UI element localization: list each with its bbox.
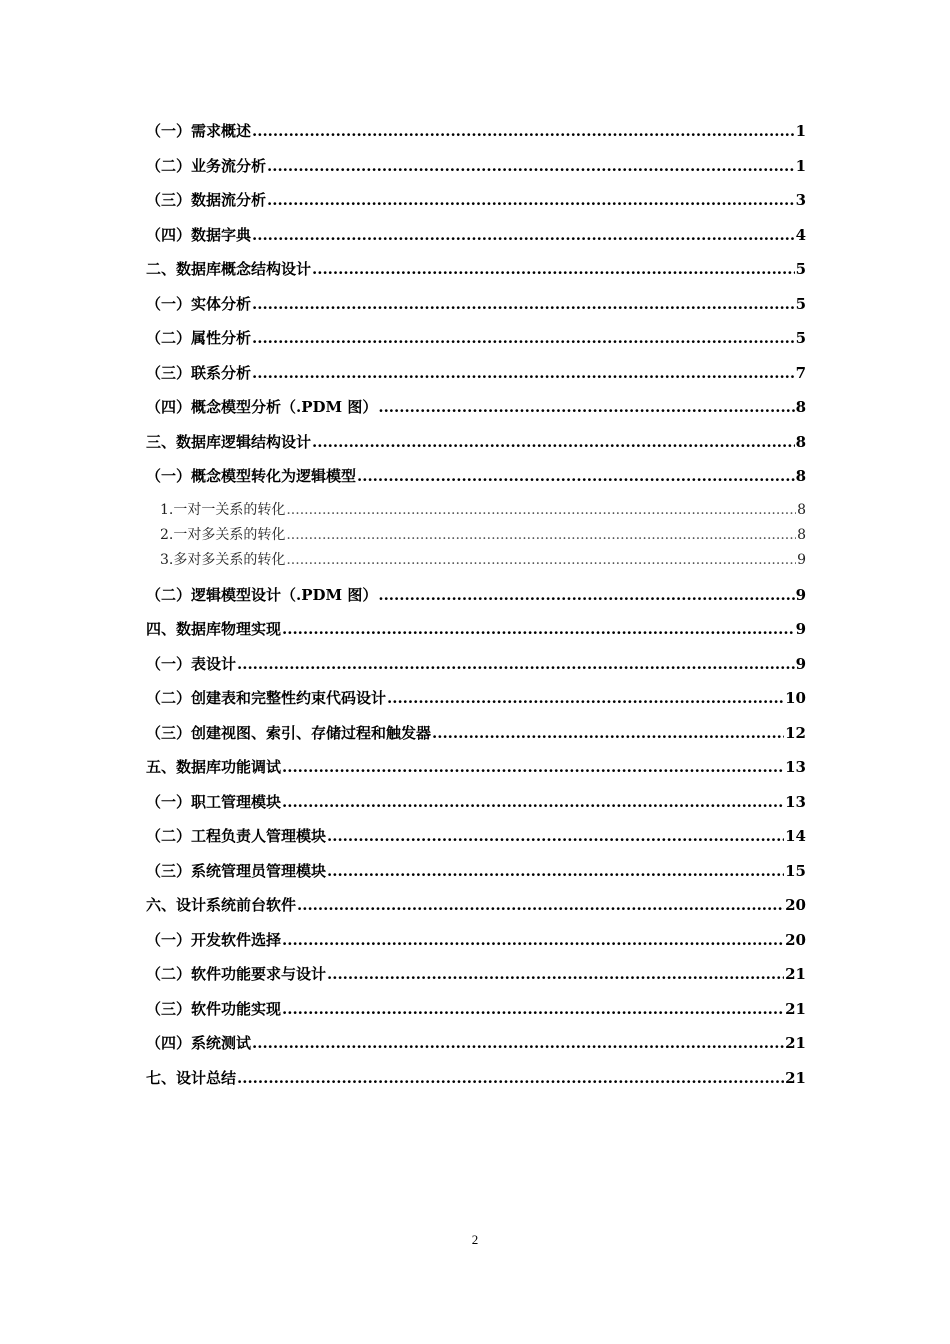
toc-entry-title: （二）软件功能要求与设计 (146, 965, 327, 983)
toc-dot-leader (312, 252, 795, 287)
toc-entry-title: 二、数据库概念结构设计 (146, 260, 312, 278)
toc-entry[interactable] (146, 149, 806, 184)
toc-entry-title: 3.多对多关系的转化 (160, 551, 286, 568)
toc-entry-title: 1.一对一关系的转化 (160, 501, 286, 518)
toc-subentry[interactable] (146, 523, 806, 548)
toc-entry-title: （一）需求概述 (146, 122, 252, 140)
toc-entry-title: （三）系统管理员管理模块 (146, 861, 327, 880)
toc-dot-leader (327, 957, 784, 992)
toc-dot-leader (252, 356, 795, 391)
toc-entry[interactable] (146, 681, 806, 716)
toc-entry[interactable] (146, 612, 806, 647)
toc-entry-page: 9 (797, 551, 806, 568)
toc-entry[interactable] (146, 888, 806, 923)
toc-entry-page: 8 (797, 526, 806, 543)
toc-dot-leader (286, 548, 796, 573)
page-number: 2 (471, 1232, 479, 1247)
toc-entry-title: （四）概念模型分析（.PDM 图） (146, 398, 378, 416)
toc-entry-title: 四、数据库物理实现 (146, 620, 282, 638)
toc-entry[interactable] (146, 647, 806, 682)
toc-entry-title: 2.一对多关系的转化 (160, 526, 286, 543)
toc-entry-title: （一）实体分析 (146, 294, 252, 313)
toc-entry-page: 7 (795, 363, 806, 382)
toc-entry-page: 8 (795, 398, 806, 416)
toc-entry-page: 21 (785, 1034, 806, 1052)
toc-entry-page: 4 (795, 225, 806, 244)
toc-entry[interactable] (146, 923, 806, 958)
toc-entry-page: 21 (785, 999, 806, 1018)
toc-entry-title: （二）属性分析 (146, 329, 252, 347)
toc-entry[interactable] (146, 287, 806, 322)
toc-entry-page: 9 (795, 620, 806, 638)
toc-entry-title: （一）开发软件选择 (146, 930, 282, 949)
toc-entry-page: 5 (795, 329, 806, 347)
toc-entry[interactable] (146, 854, 806, 889)
toc-entry-page: 5 (795, 294, 806, 313)
toc-dot-leader (252, 287, 795, 322)
toc-entry-title: （三）软件功能实现 (146, 999, 282, 1018)
toc-dot-leader (237, 1061, 784, 1096)
toc-subentry[interactable] (146, 498, 806, 523)
toc-dot-leader (312, 425, 795, 460)
toc-entry-title: （二）工程负责人管理模块 (146, 827, 327, 845)
toc-entry-page: 13 (785, 792, 806, 811)
toc-dot-leader (378, 578, 794, 613)
toc-entry[interactable] (146, 957, 806, 992)
toc-entry-page: 1 (795, 156, 806, 175)
toc-entry-title: （一）表设计 (146, 654, 237, 673)
toc-entry-page: 9 (795, 654, 806, 673)
toc-dot-leader (252, 218, 795, 253)
toc-entry[interactable] (146, 459, 806, 494)
toc-entry-title: 三、数据库逻辑结构设计 (146, 432, 312, 451)
toc-dot-leader (357, 459, 795, 494)
toc-dot-leader (282, 750, 784, 785)
toc-entry-title: （二）创建表和完整性约束代码设计 (146, 689, 387, 707)
toc-dot-leader (282, 923, 784, 958)
toc-entry-page: 9 (795, 585, 806, 604)
toc-entry[interactable] (146, 785, 806, 820)
toc-dot-leader (282, 612, 795, 647)
toc-dot-leader (378, 390, 794, 425)
toc-dot-leader (387, 681, 784, 716)
toc-entry[interactable] (146, 356, 806, 391)
toc-entry-page: 5 (795, 260, 806, 278)
table-of-contents (146, 114, 806, 1095)
toc-subentry[interactable] (146, 548, 806, 573)
toc-entry-title: （一）概念模型转化为逻辑模型 (146, 467, 357, 485)
toc-entry[interactable] (146, 578, 806, 613)
toc-dot-leader (267, 183, 795, 218)
toc-dot-leader (252, 321, 795, 356)
toc-entry[interactable] (146, 1026, 806, 1061)
toc-entry-title: 五、数据库功能调试 (146, 758, 282, 776)
toc-entry[interactable] (146, 390, 806, 425)
toc-entry-title: 七、设计总结 (146, 1068, 237, 1087)
toc-entry[interactable] (146, 218, 806, 253)
toc-entry-title: （三）联系分析 (146, 363, 252, 382)
toc-dot-leader (327, 819, 784, 854)
toc-dot-leader (286, 523, 796, 548)
toc-entry[interactable] (146, 1061, 806, 1096)
toc-entry-page: 8 (795, 467, 806, 485)
toc-entry[interactable] (146, 716, 806, 751)
toc-entry-page: 20 (785, 930, 806, 949)
toc-entry-title: （一）职工管理模块 (146, 792, 282, 811)
toc-entry-page: 8 (797, 501, 806, 518)
toc-entry-title: （三）数据流分析 (146, 191, 267, 209)
toc-entry[interactable] (146, 992, 806, 1027)
toc-entry-page: 12 (785, 723, 806, 742)
toc-entry-title: （四）系统测试 (146, 1034, 252, 1052)
toc-entry[interactable] (146, 321, 806, 356)
toc-dot-leader (327, 854, 784, 889)
toc-entry[interactable] (146, 750, 806, 785)
toc-entry-page: 10 (785, 689, 806, 707)
toc-entry-page: 20 (785, 896, 806, 914)
toc-dot-leader (432, 716, 784, 751)
toc-entry[interactable] (146, 183, 806, 218)
toc-entry-title: （二）逻辑模型设计（.PDM 图） (146, 585, 378, 604)
toc-dot-leader (267, 149, 795, 184)
toc-dot-leader (282, 785, 784, 820)
toc-entry-page: 1 (795, 122, 806, 140)
toc-entry-page: 15 (785, 861, 806, 880)
toc-entry-title: （三）创建视图、索引、存储过程和触发器 (146, 723, 432, 742)
toc-entry[interactable] (146, 819, 806, 854)
toc-dot-leader (252, 1026, 784, 1061)
toc-entry-title: （四）数据字典 (146, 225, 252, 244)
toc-dot-leader (237, 647, 795, 682)
toc-entry[interactable] (146, 425, 806, 460)
toc-entry-page: 21 (785, 965, 806, 983)
toc-dot-leader (297, 888, 784, 923)
toc-entry[interactable] (146, 114, 806, 149)
toc-entry-page: 21 (785, 1068, 806, 1087)
toc-entry-page: 14 (785, 827, 806, 845)
toc-dot-leader (286, 498, 796, 523)
toc-entry-page: 8 (795, 432, 806, 451)
toc-dot-leader (252, 114, 795, 149)
toc-entry-page: 13 (785, 758, 806, 776)
toc-dot-leader (282, 992, 784, 1027)
toc-entry-title: 六、设计系统前台软件 (146, 896, 297, 914)
toc-entry-title: （二）业务流分析 (146, 156, 267, 175)
toc-entry[interactable] (146, 252, 806, 287)
toc-entry-page: 3 (795, 191, 806, 209)
